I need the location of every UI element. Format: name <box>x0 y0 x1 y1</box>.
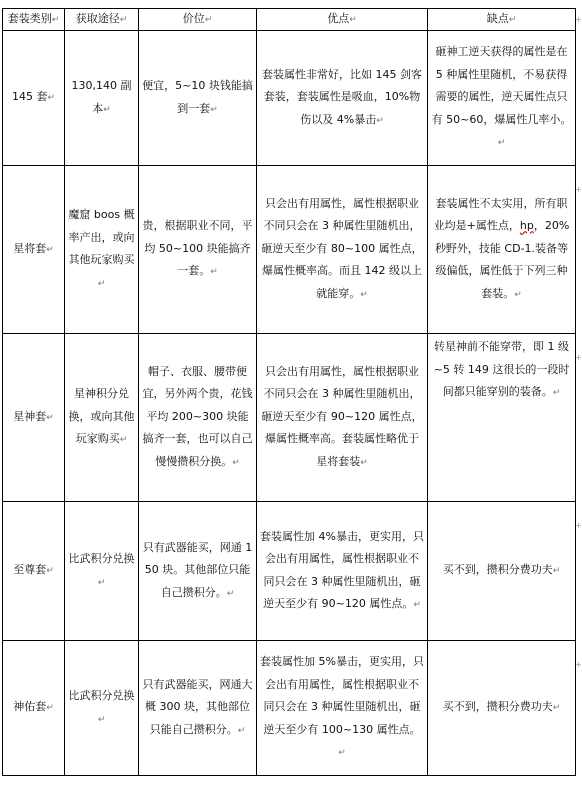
cell-pros: 套装属性加 4%暴击，更实用，只会出有用属性，属性根据职业不同只会在 3 种属性里随机出，砸逆天至少有 90~120 属性点。↵ <box>257 502 428 641</box>
row-end-marker: + <box>575 15 582 24</box>
row-end-marker: + <box>575 660 582 669</box>
cell-source: 比武积分兑换↵ <box>65 641 139 776</box>
cell-price: 贵，根据职业不同，平均 50~100 块能搞齐一套。↵ <box>139 166 257 334</box>
header-pros: 优点↵ <box>257 9 428 31</box>
cell-cons: 砸神工逆天获得的属性是在 5 种属性里随机，不易获得需要的属性，逆天属性点只有 50~60，爆属性几率小。↵ <box>428 31 576 166</box>
cell-price: 只有武器能买，网通 150 块。其他部位只能自己攒积分。↵ <box>139 502 257 641</box>
row-end-marker: + <box>575 185 582 194</box>
header-category: 套装类别↵ <box>3 9 65 31</box>
cell-category: 神佑套↵ <box>3 641 65 776</box>
table-row <box>3 334 576 502</box>
table-row <box>3 641 576 776</box>
row-end-marker: + <box>575 353 582 362</box>
header-source: 获取途径↵ <box>65 9 139 31</box>
cell-price: 帽子、衣服、腰带便宜，另外两个贵，花钱平均 200~300 块能搞齐一套，也可以自己慢慢攒积分换。↵ <box>139 334 257 502</box>
cell-pros: 套装属性非常好，比如 145 剑客套装，套装属性是吸血，10%物伤以及 4%暴击↵ <box>257 31 428 166</box>
cell-pros: 只会出有用属性，属性根据职业不同只会在 3 种属性里随机出，砸逆天至少有 80~100 属性点，爆属性概率高。而且 142 级以上就能穿。↵ <box>257 166 428 334</box>
cell-category: 星将套↵ <box>3 166 65 334</box>
cell-price: 只有武器能买，网通大概 300 块，其他部位只能自己攒积分。↵ <box>139 641 257 776</box>
cell-cons: 买不到，攒积分费功夫↵ <box>428 502 576 641</box>
cell-category: 星神套↵ <box>3 334 65 502</box>
header-price: 价位↵ <box>139 9 257 31</box>
cell-cons: 买不到，攒积分费功夫↵ <box>428 641 576 776</box>
cell-source: 星神积分兑换，或向其他玩家购买↵ <box>65 334 139 502</box>
table-header-row <box>3 9 576 31</box>
cell-source: 130,140 副本↵ <box>65 31 139 166</box>
misspelled-word: hp <box>519 219 534 233</box>
header-cons: 缺点↵ <box>428 9 576 31</box>
cell-pros: 只会出有用属性，属性根据职业不同只会在 3 种属性里随机出，砸逆天至少有 90~120 属性点，爆属性概率高。套装属性略优于星将套装↵ <box>257 334 428 502</box>
row-end-marker: + <box>575 521 582 530</box>
suit-comparison-table <box>2 8 576 776</box>
cell-price: 便宜，5~10 块钱能搞到一套↵ <box>139 31 257 166</box>
cell-category: 145 套↵ <box>3 31 65 166</box>
cell-cons: 转星神前不能穿带，即 1 级~5 转 149 这很长的一段时间都只能穿别的装备。↵ <box>428 334 576 502</box>
cell-source: 魔窟 boos 概率产出，或向其他玩家购买↵ <box>65 166 139 334</box>
cell-category: 至尊套↵ <box>3 502 65 641</box>
table-row <box>3 502 576 641</box>
cell-cons: 套装属性不太实用，所有职业均是+属性点，hp，20%秒野外，技能 CD-1.装备等级偏低，属性低于下列三种套装。↵ <box>428 166 576 334</box>
cell-source: 比武积分兑换↵ <box>65 502 139 641</box>
table-row <box>3 31 576 166</box>
table-row <box>3 166 576 334</box>
cell-pros: 套装属性加 5%暴击，更实用，只会出有用属性，属性根据职业不同只会在 3 种属性里随机出，砸逆天至少有 100~130 属性点。↵ <box>257 641 428 776</box>
